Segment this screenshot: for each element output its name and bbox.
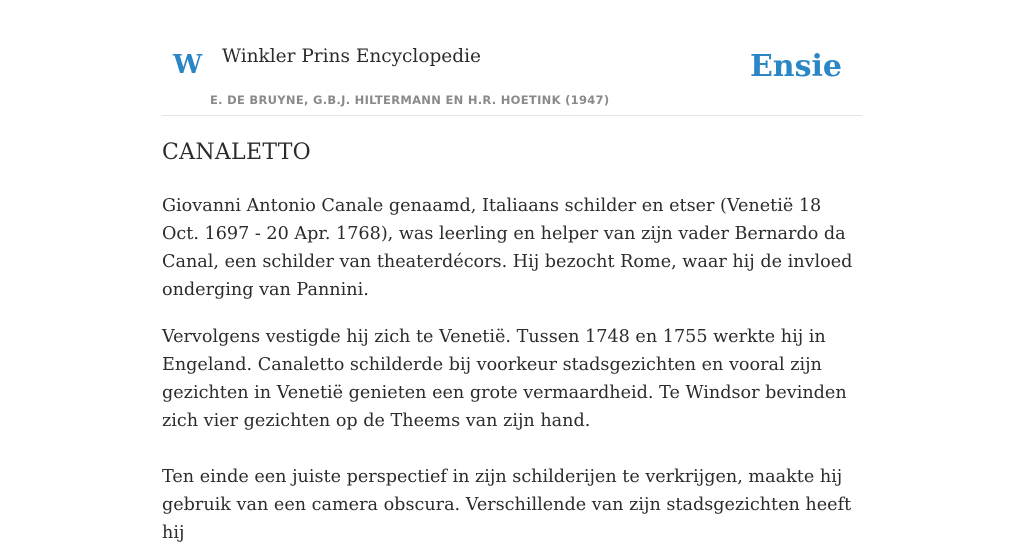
entry-paragraph: Vervolgens vestigde hij zich te Venetië. Tussen 1748 en 1755 werkte hij in Engeland. Canaletto schilderde bij voorkeur stadsgezichten en vooral zijn gezichten in Venetië genieten een grote vermaardheid. Te Windsor bevinden zich vier gezichten op de Theems van zijn hand. xyxy=(162,327,847,431)
entry-paragraph: Ten einde een juiste perspectief in zijn schilderijen te verkrijgen, maakte hij gebruik van een camera obscura. Verschillende van zijn stadsgezichten heeft hij xyxy=(162,467,852,543)
page-container xyxy=(162,0,862,543)
source-title[interactable]: Winkler Prins Encyclopedie xyxy=(222,46,481,67)
brand-logo[interactable]: Ensie xyxy=(749,49,842,84)
source-header xyxy=(162,0,862,116)
entry-title: CANALETTO xyxy=(162,140,312,165)
source-logo-icon: W xyxy=(173,50,203,80)
source-authors: E. DE BRUYNE, G.B.J. HILTERMANN EN H.R. HOETINK (1947) xyxy=(210,93,610,107)
entry-paragraph: Giovanni Antonio Canale genaamd, Italiaans schilder en etser (Venetië 18 Oct. 1697 - 20 Apr. 1768), was leerling en helper van zijn vader Bernardo da Canal, een schilder van theaterdécors. Hij bezocht Rome, waar hij de invloed onderging van Pannini. xyxy=(162,196,853,300)
